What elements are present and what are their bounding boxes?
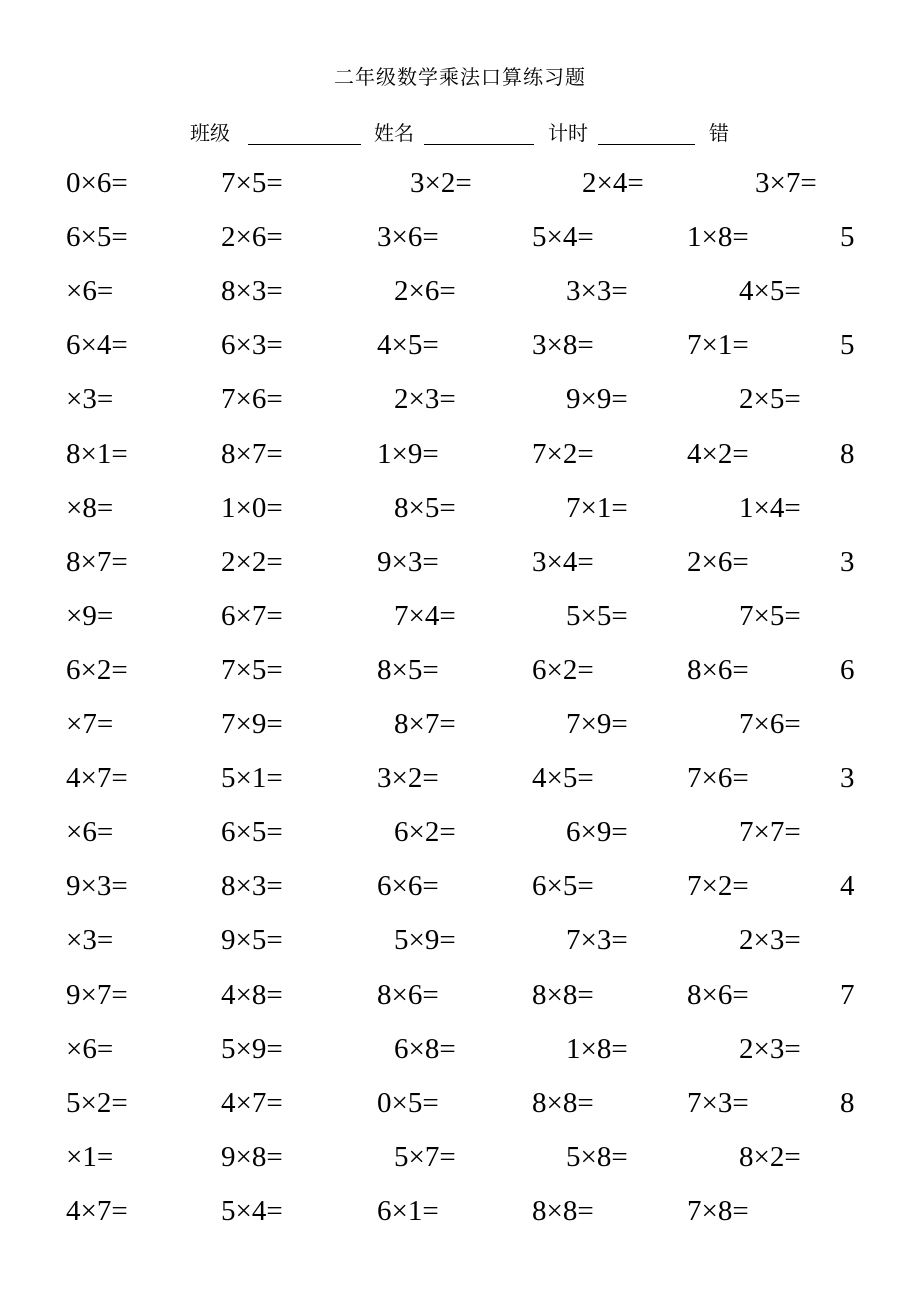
problem-row	[0, 210, 920, 264]
problem: 6×2=	[66, 653, 128, 686]
problem: 7×6=	[221, 383, 283, 416]
problem: 2×4=	[582, 167, 644, 199]
problem: 9×7=	[66, 978, 128, 1011]
wrapped-number: 8	[840, 437, 855, 470]
problem: 3×4=	[532, 545, 594, 578]
problem: 2×6=	[687, 545, 749, 578]
problem: ×8=	[66, 491, 114, 524]
problem-row	[0, 913, 920, 967]
worksheet-title: 二年级数学乘法口算练习题	[334, 65, 586, 89]
problem: 9×5=	[221, 924, 283, 957]
wrapped-number: 5	[840, 221, 855, 254]
problem: 7×6=	[687, 762, 749, 795]
problem: 8×8=	[532, 978, 594, 1011]
problem-row	[0, 156, 920, 210]
name-label: 姓名	[374, 121, 414, 145]
problem: 7×3=	[687, 1086, 749, 1119]
problem: 2×3=	[739, 1032, 801, 1065]
problem: 3×6=	[377, 221, 439, 254]
problem: 0×6=	[66, 167, 128, 199]
problem: 0×5=	[377, 1086, 439, 1119]
problem: 7×8=	[687, 1194, 749, 1227]
time-label: 计时	[548, 121, 588, 145]
problem-row	[0, 643, 920, 697]
problem: 1×9=	[377, 437, 439, 470]
problem: 1×8=	[566, 1032, 628, 1065]
problem: 7×5=	[739, 599, 801, 632]
problem: 8×3=	[221, 870, 283, 903]
problem: 9×3=	[66, 870, 128, 903]
problem: 6×7=	[221, 599, 283, 632]
problem: 2×6=	[221, 221, 283, 254]
problem: 5×5=	[566, 599, 628, 632]
problem: 8×6=	[687, 978, 749, 1011]
problem: 5×9=	[394, 924, 456, 957]
problem: 6×2=	[532, 653, 594, 686]
problem-row	[0, 1184, 920, 1238]
problem: 8×7=	[394, 708, 456, 740]
problem-row	[0, 427, 920, 481]
problem: 7×7=	[739, 816, 801, 849]
problem: 5×4=	[221, 1194, 283, 1227]
problem: 7×1=	[687, 329, 749, 362]
problem: ×1=	[66, 1140, 114, 1173]
problem-row	[0, 1022, 920, 1076]
problem: 4×5=	[532, 762, 594, 795]
problem: 1×4=	[739, 491, 801, 524]
problem: 4×5=	[377, 329, 439, 362]
problem-row	[0, 535, 920, 589]
problem: 5×7=	[394, 1140, 456, 1173]
problem-row	[0, 751, 920, 805]
problem: 3×2=	[377, 762, 439, 795]
problem: 6×4=	[66, 329, 128, 362]
problem: 8×1=	[66, 437, 128, 470]
problem: 7×4=	[394, 599, 456, 632]
problem-row	[0, 372, 920, 426]
problem: 8×6=	[687, 653, 749, 686]
problem: 3×8=	[532, 329, 594, 362]
problem: 6×5=	[221, 816, 283, 849]
wrapped-number: 3	[840, 545, 855, 578]
problem: 4×7=	[221, 1086, 283, 1119]
problem: ×6=	[66, 1032, 114, 1065]
problem: 6×3=	[221, 329, 283, 362]
wrapped-number: 6	[840, 653, 855, 686]
problem: 4×7=	[66, 762, 128, 795]
problem: 4×2=	[687, 437, 749, 470]
problem: 9×3=	[377, 545, 439, 578]
problem: 1×0=	[221, 491, 283, 524]
problem: ×3=	[66, 924, 114, 957]
problem: 7×9=	[566, 708, 628, 740]
wrong-label: 错	[709, 121, 729, 145]
problem-row	[0, 859, 920, 913]
problem: 8×3=	[221, 275, 283, 308]
wrapped-number: 4	[840, 870, 855, 903]
problem-row	[0, 318, 920, 372]
problem: 5×9=	[221, 1032, 283, 1065]
problem: ×3=	[66, 383, 114, 416]
problem: 3×7=	[755, 167, 817, 199]
problem: 8×8=	[532, 1086, 594, 1119]
problem: 8×5=	[394, 491, 456, 524]
problem: 7×5=	[221, 167, 283, 199]
problem: 6×6=	[377, 870, 439, 903]
problem: 4×8=	[221, 978, 283, 1011]
problem-row	[0, 481, 920, 535]
problem: 6×1=	[377, 1194, 439, 1227]
problem: 6×2=	[394, 816, 456, 849]
problem: 6×9=	[566, 816, 628, 849]
problem: 2×6=	[394, 275, 456, 308]
problem-row	[0, 697, 920, 751]
problem: 2×5=	[739, 383, 801, 416]
problem: 6×5=	[66, 221, 128, 254]
problem: ×7=	[66, 708, 114, 740]
problem: 3×3=	[566, 275, 628, 308]
problem: 3×2=	[410, 167, 472, 199]
problem: 5×2=	[66, 1086, 128, 1119]
problem: 6×8=	[394, 1032, 456, 1065]
problem: 8×5=	[377, 653, 439, 686]
problem: 7×2=	[532, 437, 594, 470]
problem: ×6=	[66, 816, 114, 849]
problem-row	[0, 1130, 920, 1184]
problem: 7×9=	[221, 708, 283, 740]
problem: 1×8=	[687, 221, 749, 254]
problem: 8×7=	[221, 437, 283, 470]
problem: 6×5=	[532, 870, 594, 903]
problem: 2×3=	[394, 383, 456, 416]
wrapped-number: 7	[840, 978, 855, 1011]
problem: ×6=	[66, 275, 114, 308]
wrapped-number: 3	[840, 762, 855, 795]
problem: 7×2=	[687, 870, 749, 903]
problem: 7×6=	[739, 708, 801, 740]
class-label: 班级	[190, 121, 230, 145]
problem: 9×8=	[221, 1140, 283, 1173]
problem-row	[0, 589, 920, 643]
problem: 2×3=	[739, 924, 801, 957]
problem: 7×3=	[566, 924, 628, 957]
problem: 2×2=	[221, 545, 283, 578]
problem: 7×1=	[566, 491, 628, 524]
problem: 4×7=	[66, 1194, 128, 1227]
problem-row	[0, 264, 920, 318]
problem: 8×8=	[532, 1194, 594, 1227]
problem: 8×7=	[66, 545, 128, 578]
problem: ×9=	[66, 599, 114, 632]
problem: 5×4=	[532, 221, 594, 254]
wrapped-number: 8	[840, 1086, 855, 1119]
problem: 8×2=	[739, 1140, 801, 1173]
wrapped-number: 5	[840, 329, 855, 362]
problem: 8×6=	[377, 978, 439, 1011]
problem-row	[0, 805, 920, 859]
problem: 7×5=	[221, 653, 283, 686]
problem: 5×8=	[566, 1140, 628, 1173]
problem: 5×1=	[221, 762, 283, 795]
problem: 9×9=	[566, 383, 628, 416]
problem-row	[0, 968, 920, 1022]
problem-row	[0, 1076, 920, 1130]
problem: 4×5=	[739, 275, 801, 308]
